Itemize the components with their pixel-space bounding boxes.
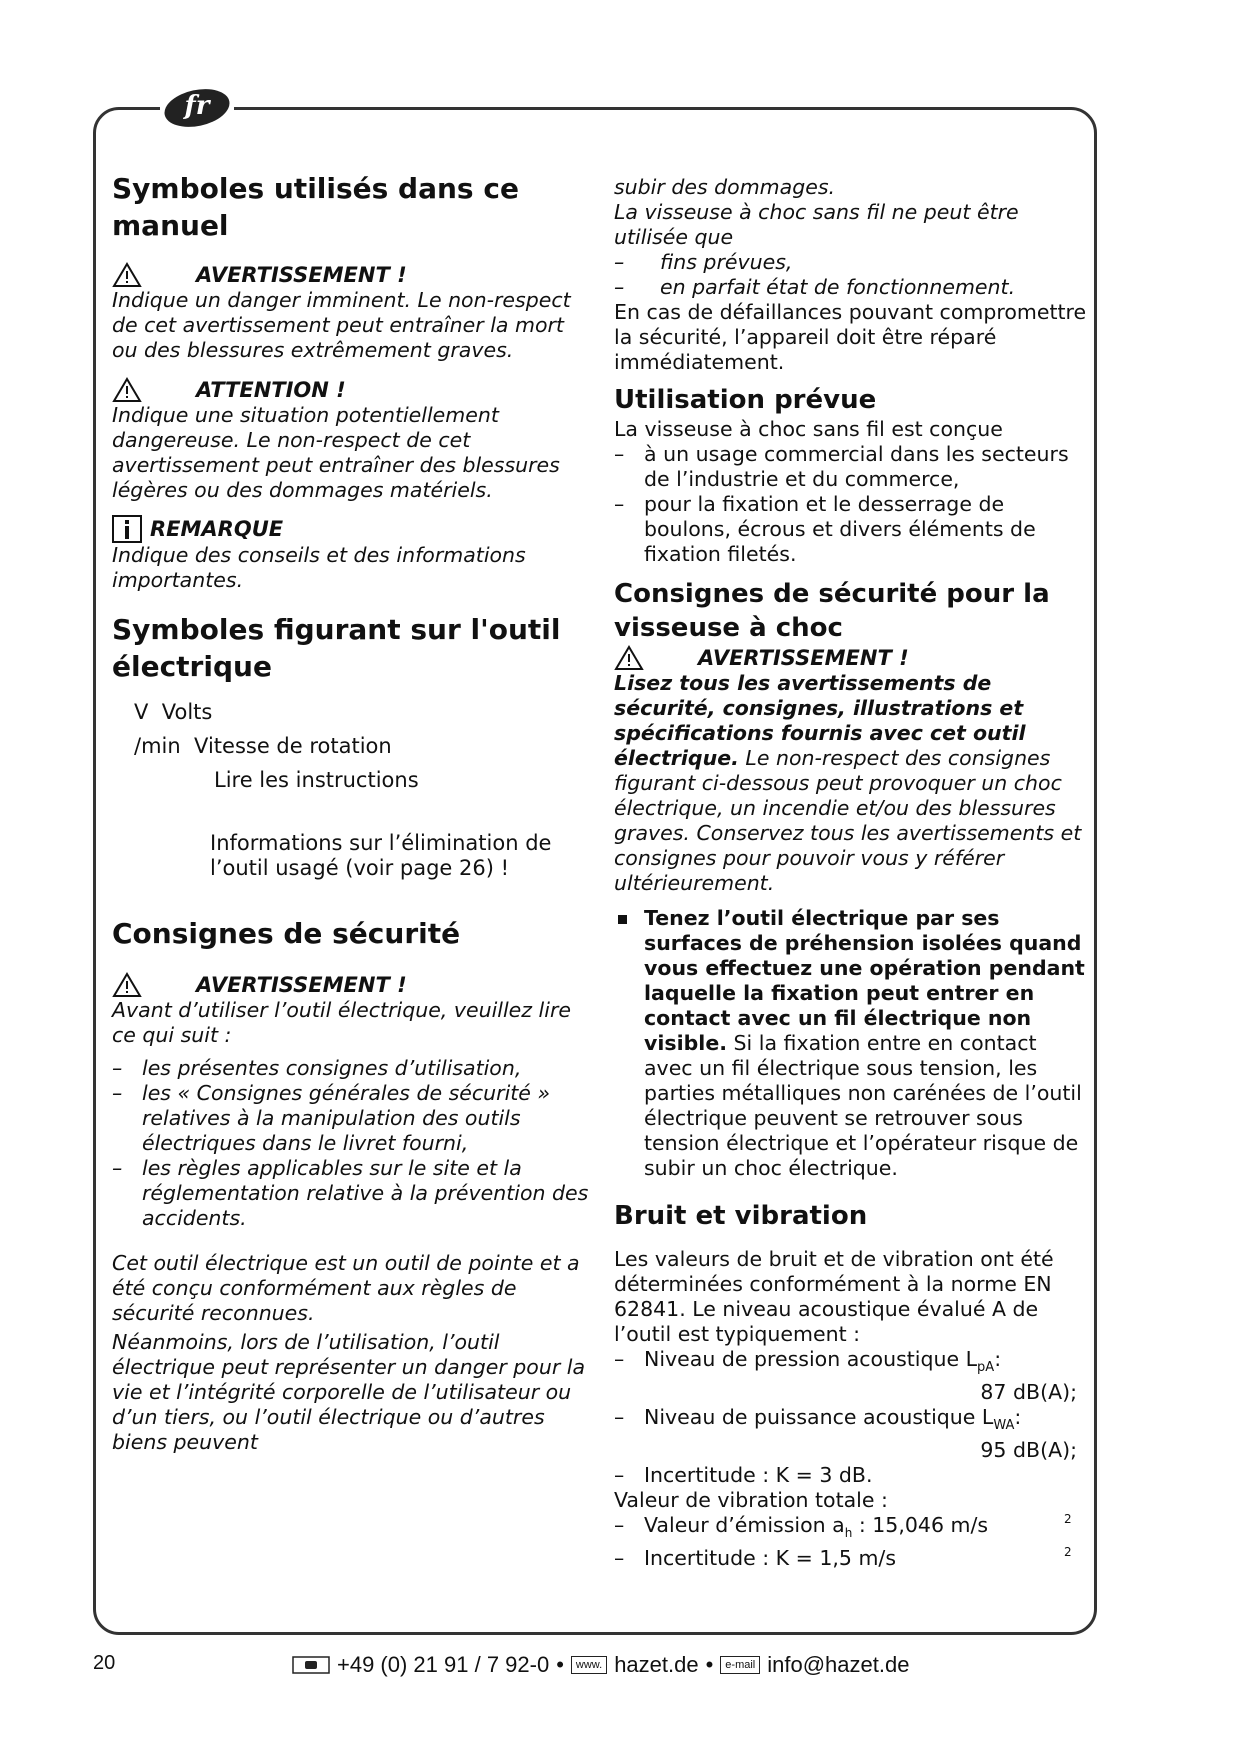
warning-description: Indique un danger imminent. Le non-respect de cet avertissement peut entraîner la mort ou des blessures extrêmement graves. [112,288,571,362]
list-item: – Incertitude : K = 1,5 m/s 2 [614,1546,1089,1571]
info-icon [112,515,142,543]
noise-list [614,1347,1089,1488]
paragraph-state-of-art: Cet outil électrique est un outil de pointe et a été conçu conformément aux règles de sécurité reconnues. [112,1251,580,1325]
warning-heading-3 [614,645,1089,671]
warning-3-text: Lisez tous les avertissements de sécurité, consignes, illustrations et spécifications fournis avec cet outil électrique. Le non-respect des consignes figurant ci-dessous peut provoquer un choc électrique, un incendie et/ou des blessures graves. Conservez tous les avertissements et consignes pour pouvoir vous y référer ultérieurement. [614,671,1082,895]
warning-2-text: Avant d’utiliser l’outil électrique, veuillez lire ce qui suit : [112,998,571,1047]
warning-triangle-icon [112,972,142,998]
list-item: – pour la fixation et le desserrage de boulons, écrous et divers éléments de fixation filetés. [614,492,1089,567]
list-item: – en parfait état de fonctionnement. [614,275,1089,300]
warning-triangle-icon [112,377,142,403]
list-item: – Incertitude : K = 3 dB. [614,1463,1089,1488]
email-icon: e-mail [720,1656,760,1674]
list-item: – les règles applicables sur le site et la réglementation relative à la prévention des accidents. [112,1156,592,1231]
section-title-noise: Bruit et vibration [614,1201,868,1231]
intended-use-intro: La visseuse à choc sans fil est conçue [614,417,1003,441]
warning-heading-2 [112,972,592,998]
caution-heading [112,377,592,403]
bullet-insulated-grip: Tenez l’outil électrique par ses surfaces de préhension isolées quand vous effectuez une opération pendant laquelle la fixation peut entrer en contact avec un fil électrique non visible. Si la fixation entre en contact avec un fil électrique sous tension, les parties métalliques non carénées de l’outil électrique peuvent se retrouver sous tension électrique et l’opérateur risque de subir un choc électrique. [614,906,1089,1181]
list-item: – Niveau de pression acoustique $L_{pA}$: 87 dB(A); [614,1347,1089,1405]
section-title-impact-safety: Consignes de sécurité pour la visseuse à choc [614,579,1050,643]
email-link[interactable]: info@hazet.de [767,1652,910,1677]
note-heading [112,515,592,543]
left-column [112,170,592,1455]
caution-description: Indique une situation potentiellement dangereuse. Le non-respect de cet avertissement peut entraîner des blessures légères ou des dommages matériels. [112,403,560,502]
list-item: – à un usage commercial dans les secteurs de l’industrie et du commerce, [614,442,1089,492]
warning-2-list [112,1056,592,1231]
warning-label-2: AVERTISSEMENT ! [196,973,407,997]
vibration-list [614,1513,1089,1571]
section-title-intended-use: Utilisation prévue [614,385,877,415]
note-description: Indique des conseils et des informations importantes. [112,543,526,592]
symbol-row-rotation: /min Vitesse de rotation [134,734,392,758]
phone-number: +49 (0) 21 91 / 7 92-0 [337,1652,550,1677]
intended-use-list [614,442,1089,567]
phone-icon [292,1656,330,1674]
noise-intro: Les valeurs de bruit et de vibration ont été déterminées conformément à la norme EN 62841. Le niveau acoustique évalué A de l’outil est typiquement : [614,1247,1054,1346]
note-label: REMARQUE [150,517,284,541]
continued-text: subir des dommages. [614,175,836,199]
warning-heading [112,262,592,288]
symbol-row-read: Lire les instructions [214,768,419,792]
warning-label: AVERTISSEMENT ! [196,263,407,287]
web-icon: www. [571,1656,607,1674]
website-link[interactable]: hazet.de [614,1652,699,1677]
section-title-tool-symbols: Symboles figurant sur l'outil électrique [112,613,561,683]
list-item: – fins prévues, [614,250,1089,275]
contact-line: +49 (0) 21 91 / 7 92-0 • www. hazet.de • e-mail info@hazet.de [292,1652,909,1678]
paragraph-danger: Néanmoins, lors de l’utilisation, l’outil électrique peut représenter un danger pour la vie et l’intégrité corporelle de l’utilisateur ou d’un tiers, ou l’outil électrique ou d’autres biens peuvent [112,1330,586,1454]
symbol-row-disposal: Informations sur l’élimination de l’outil usagé (voir page 26) ! [210,831,552,880]
list-item: – Valeur d’émission $a_h$ : 15,046 m/s 2 [614,1513,1089,1546]
right-column [614,175,1089,1571]
list-item: – les présentes consignes d’utilisation, [112,1056,592,1081]
list-item: – les « Consignes générales de sécurité » relatives à la manipulation des outils électriques dans le livret fourni, [112,1081,592,1156]
list-item: – Niveau de puissance acoustique $L_{WA}$: 95 dB(A); [614,1405,1089,1463]
warning-triangle-icon [614,645,644,671]
caution-label: ATTENTION ! [196,378,346,402]
vibration-title: Valeur de vibration totale : [614,1488,888,1513]
warning-label-3: AVERTISSEMENT ! [698,646,909,670]
page-number: 20 [93,1652,116,1674]
continued-text-2: La visseuse à choc sans fil ne peut être utilisée que [614,200,1019,249]
warning-triangle-icon [112,262,142,288]
section-title-safety: Consignes de sécurité [112,917,461,950]
repair-notice: En cas de défaillances pouvant compromettre la sécurité, l’appareil doit être réparé immédiatement. [614,300,1087,374]
symbol-row-volts: V Volts [134,700,213,724]
section-title-symbols: Symboles utilisés dans ce manuel [112,172,519,242]
language-badge: fr [160,88,234,126]
conditions-list [614,250,1089,300]
